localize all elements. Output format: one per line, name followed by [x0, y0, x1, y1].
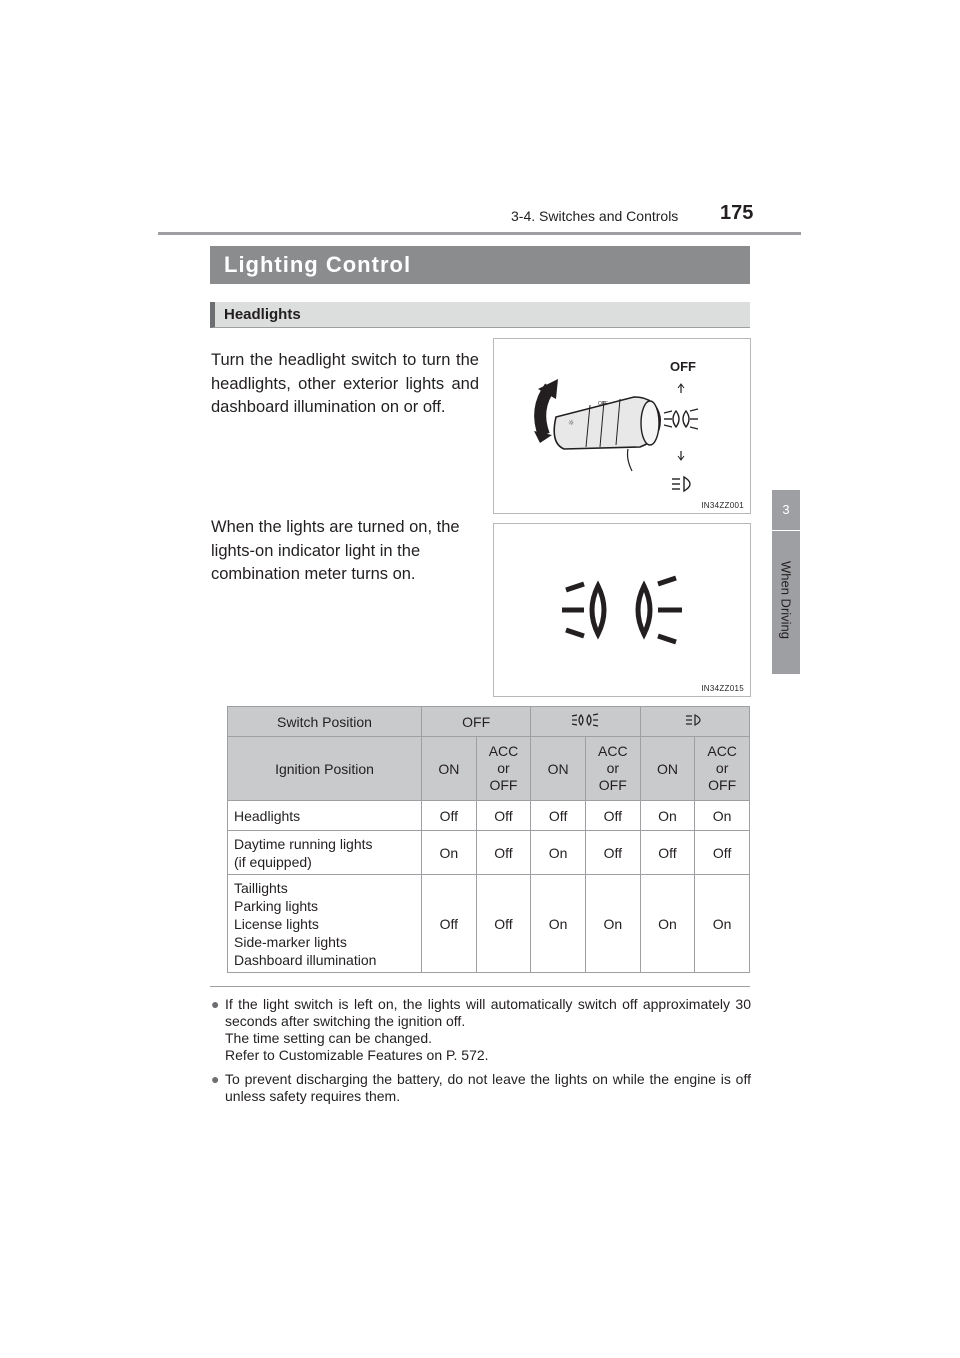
low-beam-symbol-icon — [685, 713, 705, 727]
switch-position-row — [228, 707, 750, 737]
note-extra: The time setting can be changed. — [225, 1030, 433, 1046]
section-subtitle: Headlights — [210, 302, 750, 328]
bullet-icon: ● — [211, 996, 220, 1012]
switch-off-cell: OFF — [422, 707, 531, 737]
switch-headlight-cell — [531, 707, 640, 737]
header-rule — [158, 232, 801, 235]
ignition-cell: ACC or OFF — [476, 737, 531, 801]
row-label-line: Taillights — [234, 879, 288, 896]
chapter-number: 3 — [782, 502, 790, 517]
note-text: If the light switch is left on, the lights will automatically switch off approximately 30 seconds after switching the ignition off. — [225, 996, 751, 1029]
switch-position-label: Switch Position — [228, 707, 422, 737]
chapter-label: When Driving — [778, 560, 794, 640]
section-title: 3-4. Switches and Controls — [511, 208, 679, 224]
row-label — [228, 875, 422, 973]
table-cell: Off — [476, 875, 531, 973]
row-label-line: Parking lights — [234, 897, 319, 914]
ignition-position-label: Ignition Position — [228, 737, 422, 801]
row-label: Headlights — [228, 801, 422, 831]
notes-divider — [210, 986, 750, 987]
table-cell: Off — [640, 831, 695, 875]
table-cell: Off — [476, 801, 531, 831]
ignition-position-row — [228, 737, 750, 801]
intro-paragraph: Turn the headlight switch to turn the headlights, other exterior lights and dashboard illumination on or off. — [211, 351, 479, 416]
ignition-cell: ON — [422, 737, 477, 801]
note-extra: Refer to Customizable Features on P. 572. — [225, 1047, 489, 1063]
row-label-line: License lights — [234, 915, 319, 932]
table-cell: Off — [585, 801, 640, 831]
row-label-line: Dashboard illumination — [234, 951, 377, 968]
table-cell: Off — [531, 801, 586, 831]
ignition-cell: ACC or OFF — [585, 737, 640, 801]
table-cell: Off — [422, 801, 477, 831]
note-item — [211, 1071, 751, 1105]
table-cell: Off — [695, 831, 750, 875]
off-position-label: OFF — [670, 359, 696, 374]
table-cell: On — [640, 875, 695, 973]
switch-lowbeam-cell — [640, 707, 749, 737]
headlight-switch-lever-icon — [494, 339, 750, 513]
table-cell: On — [531, 875, 586, 973]
page-title: Lighting Control — [210, 246, 750, 284]
note-item — [211, 996, 751, 1064]
page-number: 175 — [720, 202, 754, 224]
note-text: To prevent discharging the battery, do not leave the lights on while the engine is off unless safety requires them. — [225, 1071, 751, 1104]
ignition-cell: ON — [531, 737, 586, 801]
bullet-icon: ● — [211, 1071, 220, 1087]
row-label-line: (if equipped) — [234, 853, 312, 870]
table-cell: On — [585, 875, 640, 973]
headlight-symbol-icon — [571, 713, 599, 727]
chapter-tab-divider — [772, 530, 800, 531]
table-cell: On — [695, 801, 750, 831]
figure-code: IN34ZZ015 — [701, 684, 744, 693]
row-label — [228, 831, 422, 875]
table-row — [228, 831, 750, 875]
ignition-cell: ON — [640, 737, 695, 801]
table-cell: Off — [422, 875, 477, 973]
svg-text:☼: ☼ — [568, 419, 575, 427]
table-cell: On — [531, 831, 586, 875]
table-row — [228, 875, 750, 973]
table-cell: Off — [476, 831, 531, 875]
ignition-cell: ACC or OFF — [695, 737, 750, 801]
table-cell: On — [640, 801, 695, 831]
svg-text:OFF: OFF — [598, 401, 608, 407]
row-label-line: Side-marker lights — [234, 933, 347, 950]
table-row — [228, 801, 750, 831]
headlight-switch-figure — [493, 338, 751, 514]
figure-code: IN34ZZ001 — [701, 501, 744, 510]
table-cell: On — [422, 831, 477, 875]
lights-on-indicator-icon — [494, 524, 750, 696]
lighting-table — [227, 706, 750, 973]
row-label-line: Daytime running lights — [234, 835, 373, 852]
table-cell: On — [695, 875, 750, 973]
indicator-paragraph: When the lights are turned on, the lights-on indicator light in the combination meter turns on. — [211, 518, 460, 583]
indicator-figure — [493, 523, 751, 697]
table-cell: Off — [585, 831, 640, 875]
